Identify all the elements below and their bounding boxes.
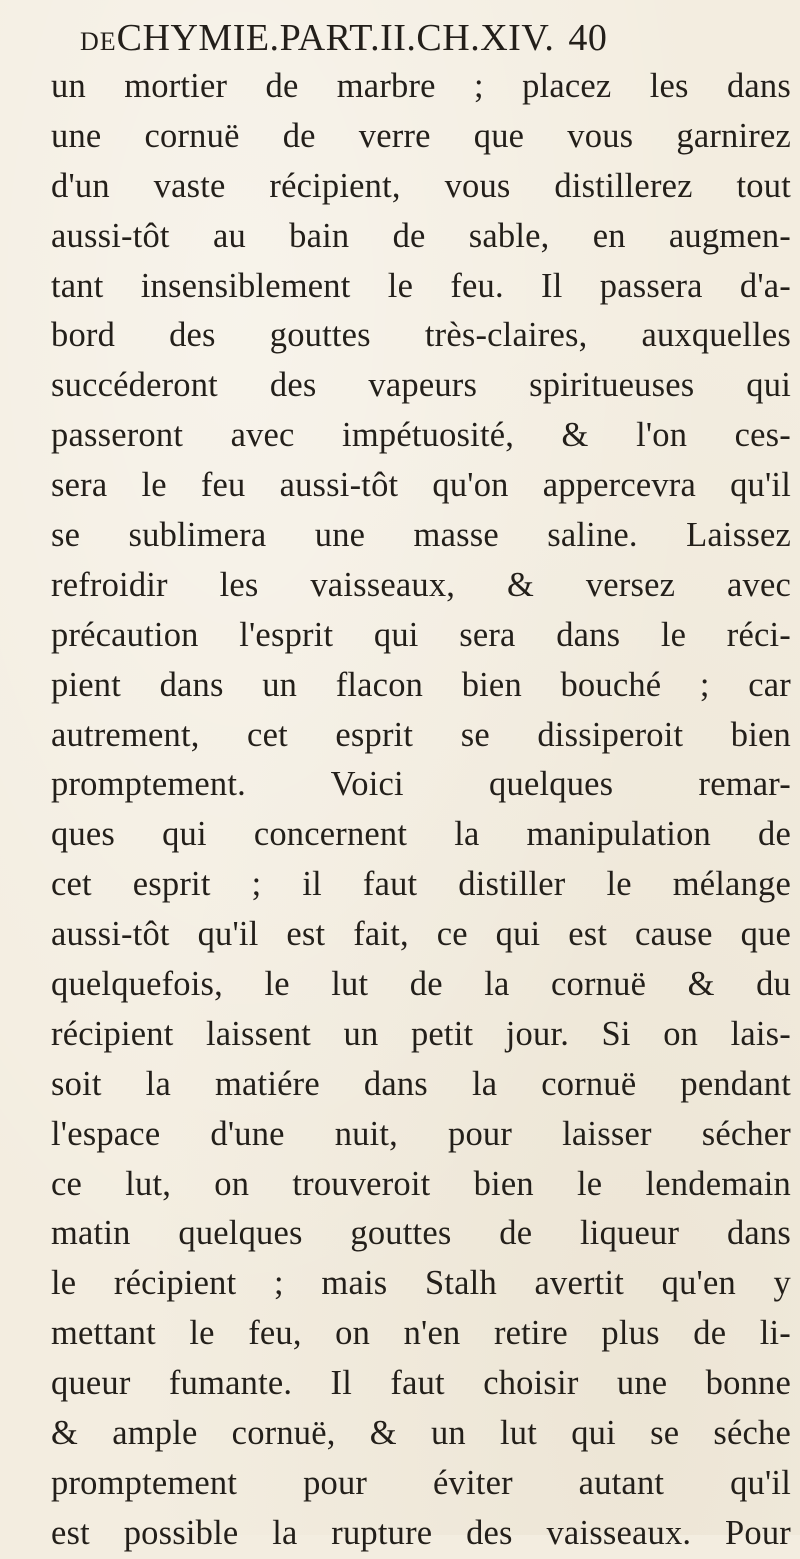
text-line: un mortier de marbre ; placez les dans: [51, 67, 791, 105]
text-line: soit la matiére dans la cornuë pendant: [51, 1064, 791, 1103]
text-line: & ample cornuë, & un lut qui se séche: [51, 1414, 791, 1453]
text-line: se sublimera une masse saline. Laissez: [51, 516, 791, 555]
header-chapter: CH.: [416, 17, 481, 59]
text-line: promptement. Voici quelques remar-: [51, 765, 791, 804]
text-line: passeront avec impétuosité, & l'on ces-: [51, 416, 791, 455]
text-line: promptement pour éviter autant qu'il: [51, 1463, 791, 1502]
running-head: [80, 14, 780, 66]
page-number: 40: [568, 17, 608, 59]
text-line: aussi-tôt qu'il est fait, ce qui est cause que: [51, 915, 791, 954]
text-line: est possible la rupture des vaisseaux. Pour: [51, 1513, 791, 1552]
header-title: CHYMIE.: [116, 17, 280, 59]
text-line: ce lut, on trouveroit bien le lendemain: [51, 1164, 791, 1203]
text-line: sera le feu aussi-tôt qu'on appercevra qu'il: [51, 466, 791, 505]
text-line: matin quelques gouttes de liqueur dans: [51, 1214, 791, 1253]
text-line: refroidir les vaisseaux, & versez avec: [51, 565, 791, 604]
text-line: succéderont des vapeurs spiritueuses qui: [51, 366, 791, 405]
text-line: quelquefois, le lut de la cornuë & du: [51, 965, 791, 1004]
text-line: précaution l'esprit qui sera dans le réci-: [51, 615, 791, 654]
text-line: aussi-tôt au bain de sable, en augmen-: [51, 216, 791, 255]
text-line: autrement, cet esprit se dissiperoit bien: [51, 715, 791, 754]
text-line: l'espace d'une nuit, pour laisser sécher: [51, 1114, 791, 1153]
text-line: queur fumante. Il faut choisir une bonne: [51, 1364, 791, 1403]
text-line: mettant le feu, on n'en retire plus de li-: [51, 1314, 791, 1353]
header-part: PART.: [279, 17, 381, 59]
header-part-number: II.: [380, 17, 417, 59]
header-prefix: DE: [80, 27, 117, 56]
text-line: d'un vaste récipient, vous distillerez tout: [51, 166, 791, 205]
text-line: cet esprit ; il faut distiller le mélange: [51, 865, 791, 904]
text-line: une cornuë de verre que vous garnirez: [51, 116, 791, 155]
text-line: pient dans un flacon bien bouché ; car: [51, 665, 791, 704]
text-line: tant insensiblement le feu. Il passera d'a-: [51, 266, 791, 305]
body-text: [51, 62, 791, 1559]
text-line: le récipient ; mais Stalh avertit qu'en y: [51, 1264, 791, 1303]
text-line: récipient laissent un petit jour. Si on lais-: [51, 1014, 791, 1053]
text-line: bord des gouttes très-claires, auxquelles: [51, 316, 791, 355]
text-line: ques qui concernent la manipulation de: [51, 815, 791, 854]
header-chapter-number: XIV.: [480, 17, 555, 59]
